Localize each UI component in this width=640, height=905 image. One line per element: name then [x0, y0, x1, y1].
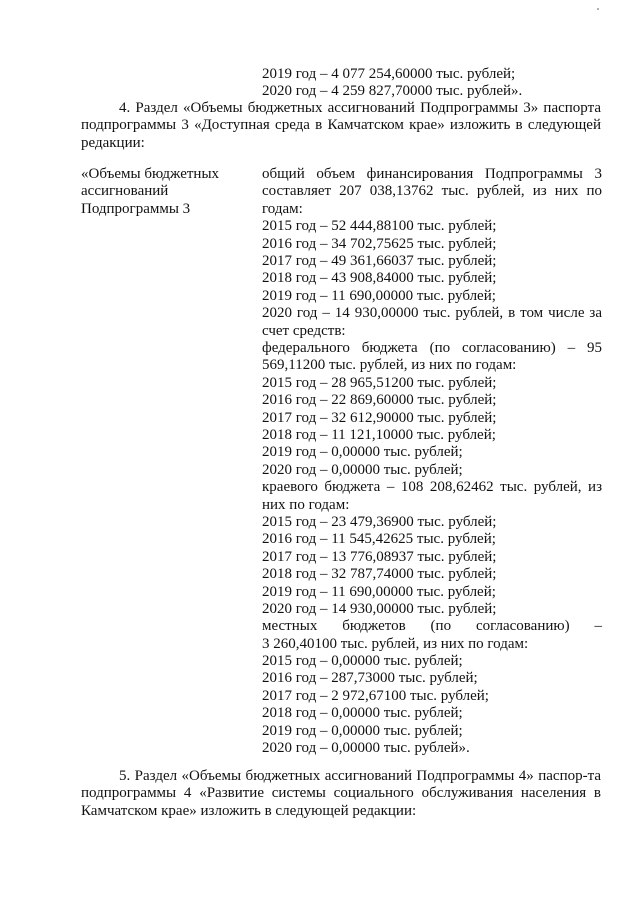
local-year-line: 2020 год – 0,00000 тыс. рублей». [262, 740, 470, 757]
total-year-line: 2018 год – 43 908,84000 тыс. рублей; [262, 270, 497, 287]
scan-speck [597, 8, 599, 10]
paragraph-4 [81, 100, 601, 152]
previous-section-tail [262, 66, 602, 101]
total-year-line: 2019 год – 11 690,00000 тыс. рублей; [262, 287, 496, 304]
table-label-cell [81, 166, 256, 218]
regional-intro: краевого бюджета – 108 208,62462 тыс. рублей, из них по годам: [262, 479, 602, 513]
total-year-line: 2015 год – 52 444,88100 тыс. рублей; [262, 218, 497, 235]
label-line: ассигнований [81, 183, 169, 200]
federal-year-line: 2017 год – 32 612,90000 тыс. рублей; [262, 409, 497, 426]
local-year-line: 2018 год – 0,00000 тыс. рублей; [262, 705, 463, 722]
total-intro: общий объем финансирования Подпрограммы 3 составляет 207 038,13762 тыс. рублей, из них по годам: [262, 166, 602, 217]
local-amount: 3 260,40100 тыс. рублей, из них по годам: [262, 635, 529, 652]
local-year-line: 2015 год – 0,00000 тыс. рублей; [262, 653, 463, 670]
year-line: 2020 год – 4 259 827,70000 тыс. рублей». [262, 83, 523, 100]
federal-year-line: 2020 год – 0,00000 тыс. рублей; [262, 461, 463, 478]
label-line: «Объемы бюджетных [81, 166, 220, 182]
local-intro [262, 618, 602, 635]
total-2020-line: 2020 год – 14 930,00000 тыс. рублей, в том числе за счет средств: [262, 305, 602, 339]
local-word: местных [262, 618, 318, 635]
local-year-line: 2016 год – 287,73000 тыс. рублей; [262, 670, 478, 687]
local-word: (по [430, 618, 452, 635]
regional-year-line: 2020 год – 14 930,00000 тыс. рублей; [262, 600, 497, 617]
table-value-cell [262, 166, 602, 757]
regional-year-line: 2015 год – 23 479,36900 тыс. рублей; [262, 513, 497, 530]
regional-year-line: 2017 год – 13 776,08937 тыс. рублей; [262, 548, 497, 565]
regional-year-line: 2019 год – 11 690,00000 тыс. рублей; [262, 583, 496, 600]
federal-intro: федерального бюджета (по согласованию) – 95 569,11200 тыс. рублей, из них по годам: [262, 339, 602, 374]
year-line: 2019 год – 4 077 254,60000 тыс. рублей; [262, 66, 516, 82]
total-year-line: 2017 год – 49 361,66037 тыс. рублей; [262, 253, 497, 269]
local-year-line: 2019 год – 0,00000 тыс. рублей; [262, 722, 463, 739]
regional-year-line: 2016 год – 11 545,42625 тыс. рублей; [262, 531, 496, 548]
federal-year-line: 2016 год – 22 869,60000 тыс. рублей; [262, 392, 497, 409]
federal-year-line: 2019 год – 0,00000 тыс. рублей; [262, 444, 463, 461]
paragraph-4-text: 4. Раздел «Объемы бюджетных ассигнований Подпрограммы 3» паспорта подпрограммы 3 «Доступная среда в Камчатском крае» изложить в следующей редакции: [81, 100, 601, 151]
local-word: согласованию) [475, 618, 570, 635]
regional-year-line: 2018 год – 32 787,74000 тыс. рублей; [262, 566, 497, 583]
federal-year-line: 2015 год – 28 965,51200 тыс. рублей; [262, 374, 497, 391]
local-year-line: 2017 год – 2 972,67100 тыс. рублей; [262, 687, 489, 704]
local-word: бюджетов [342, 618, 406, 635]
total-year-line: 2016 год – 34 702,75625 тыс. рублей; [262, 235, 497, 252]
label-line: Подпрограммы 3 [81, 200, 191, 217]
paragraph-5-text: 5. Раздел «Объемы бюджетных ассигнований Подпрограммы 4» паспор-та подпрограммы 4 «Развитие системы социального обслуживания населения в Камчатском крае» изложить в следующей редакции: [81, 768, 601, 819]
federal-year-line: 2018 год – 11 121,10000 тыс. рублей; [262, 426, 496, 443]
paragraph-5 [81, 768, 601, 820]
local-word: – [594, 618, 602, 635]
